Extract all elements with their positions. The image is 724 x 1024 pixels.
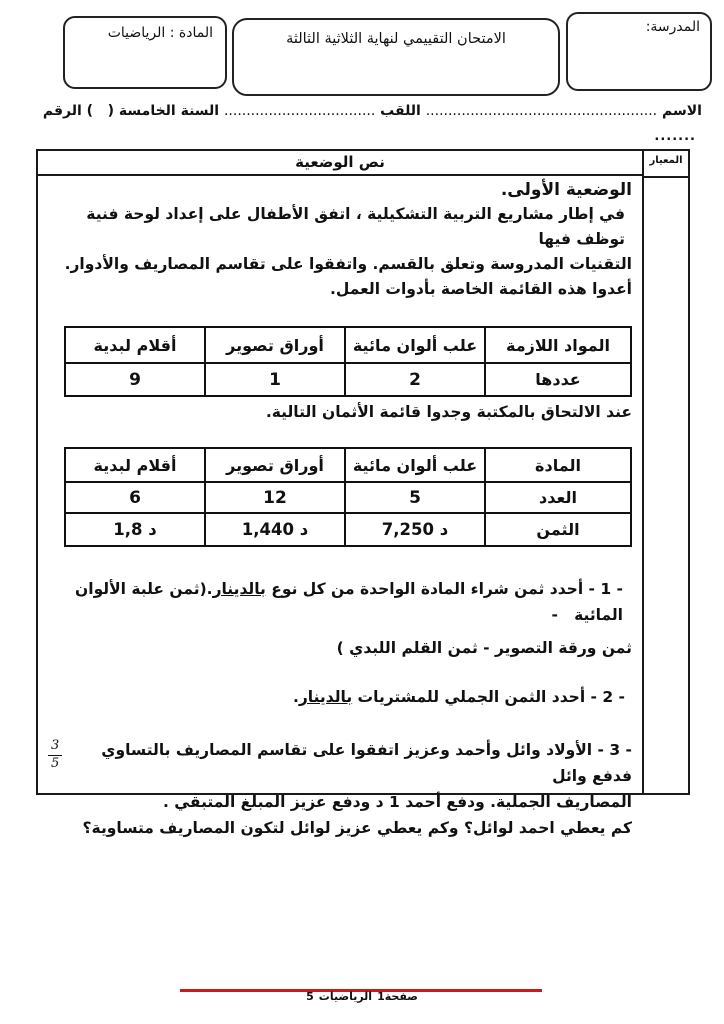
intro-line: أعدوا هذه القائمة الخاصة بأدوات العمل.	[330, 280, 632, 298]
content-column	[38, 151, 642, 837]
footer-page-label	[0, 990, 724, 1003]
count-cell: 6	[65, 482, 205, 513]
materials-row-label: عددها	[485, 363, 631, 396]
price-header-cell: أوراق تصوير	[205, 448, 345, 482]
intro-paragraph	[46, 202, 632, 302]
materials-table	[64, 326, 632, 397]
question-1-text: - 1 - أحدد ثمن شراء المادة الواحدة من كل نوع	[265, 580, 623, 598]
price-header-row	[65, 448, 631, 482]
question-1-text: .(ثمن علبة الألوان المائية -	[75, 580, 623, 624]
price-value: 1,440 د	[241, 520, 309, 539]
question-3-line2: المصاريف الجملية. ودفع أحمد 1 د ودفع عزيز المبلغ المتبقي .	[162, 793, 632, 811]
exam-title-box	[232, 18, 560, 96]
price-cell	[65, 513, 205, 546]
question-3-text: - 3 - الأولاد وائل وأحمد وعزيز اتفقوا على تقاسم المصاريف بالتساوي فدفع وائل	[101, 741, 632, 785]
price-header-cell: أقلام لبدية	[65, 448, 205, 482]
materials-header-cell: أقلام لبدية	[65, 327, 205, 363]
count-row-label: العدد	[485, 482, 631, 513]
intro-line: في إطار مشاريع التربية التشكيلية ، اتفق الأطفال على إعداد لوحة فنية توظف فيها	[86, 205, 625, 248]
price-row	[65, 513, 631, 546]
materials-header-cell: علب ألوان مائية	[345, 327, 485, 363]
footer-token: الرياضيات	[318, 990, 373, 1003]
fraction-three-fifths	[48, 739, 62, 772]
count-row	[65, 482, 631, 513]
price-value: 7,250 د	[381, 520, 449, 539]
question-2-text: - 2 - أحدد الثمن الجملي للمشتريات	[352, 688, 625, 706]
situation-content	[38, 176, 642, 841]
subject-box	[63, 16, 227, 89]
price-header-cell: علب ألوان مائية	[345, 448, 485, 482]
dinar-underlined-word: بالدينار	[212, 580, 266, 598]
grade-and-number-label: السنة الخامسة ( ) الرقم	[42, 103, 220, 119]
question-3	[46, 737, 632, 841]
materials-count-cell: 9	[65, 363, 205, 396]
question-1	[46, 576, 632, 628]
question-3-line3: كم يعطي احمد لوائل؟ وكم يعطي عزيز لوائل لتكون المصاريف متساوية؟	[82, 819, 632, 837]
count-cell: 5	[345, 482, 485, 513]
surname-label: اللقب	[380, 103, 421, 119]
price-value: 1,8 د	[113, 520, 157, 539]
situation-text-header: نص الوضعية	[38, 151, 642, 176]
materials-header-row	[65, 327, 631, 363]
number-dotted-line: .......	[654, 129, 696, 144]
question-3-line1	[46, 737, 632, 789]
materials-count-cell: 2	[345, 363, 485, 396]
count-cell: 12	[205, 482, 345, 513]
fraction-numerator: 3	[48, 739, 62, 756]
criterion-header: المعيار	[644, 151, 688, 178]
price-header-cell: المادة	[485, 448, 631, 482]
price-cell	[345, 513, 485, 546]
name-label: الاسم	[662, 103, 702, 119]
subject-label: المادة : الرياضيات	[107, 25, 213, 41]
school-box	[566, 12, 712, 91]
worksheet-box	[36, 149, 690, 837]
dinar-underlined-word: بالدينار	[298, 688, 353, 706]
fraction-denominator: 5	[51, 755, 60, 771]
intro-line: التقنيات المدروسة وتعلق بالقسم. واتفقوا على تقاسم المصاريف والأدوار.	[64, 255, 632, 273]
question-1-line2: ثمن ورقة التصوير - ثمن القلم اللبدي )	[336, 639, 632, 657]
price-intro-text: عند الالتحاق بالمكتبة وجدوا قائمة الأثمان التالية.	[265, 403, 632, 421]
criterion-column	[642, 151, 688, 793]
school-label: المدرسة:	[645, 19, 700, 35]
question-2	[46, 684, 632, 710]
surname-dotted-line: ..................................	[223, 103, 376, 119]
footer-token: 5	[306, 990, 314, 1003]
materials-header-cell: أوراق تصوير	[205, 327, 345, 363]
materials-count-row	[65, 363, 631, 396]
price-table	[64, 447, 632, 547]
footer-token: صفحة1	[377, 990, 418, 1003]
price-row-label: الثمن	[485, 513, 631, 546]
question-2-text: .	[292, 688, 299, 706]
student-info-line	[18, 103, 702, 119]
situation-title: الوضعية الأولى.	[500, 180, 632, 200]
price-cell	[205, 513, 345, 546]
materials-count-cell: 1	[205, 363, 345, 396]
name-dotted-line: ....................................................	[425, 103, 658, 119]
exam-title: الامتحان التقييمي لنهاية الثلاثية الثالثة	[286, 31, 506, 47]
materials-header-cell: المواد اللازمة	[485, 327, 631, 363]
